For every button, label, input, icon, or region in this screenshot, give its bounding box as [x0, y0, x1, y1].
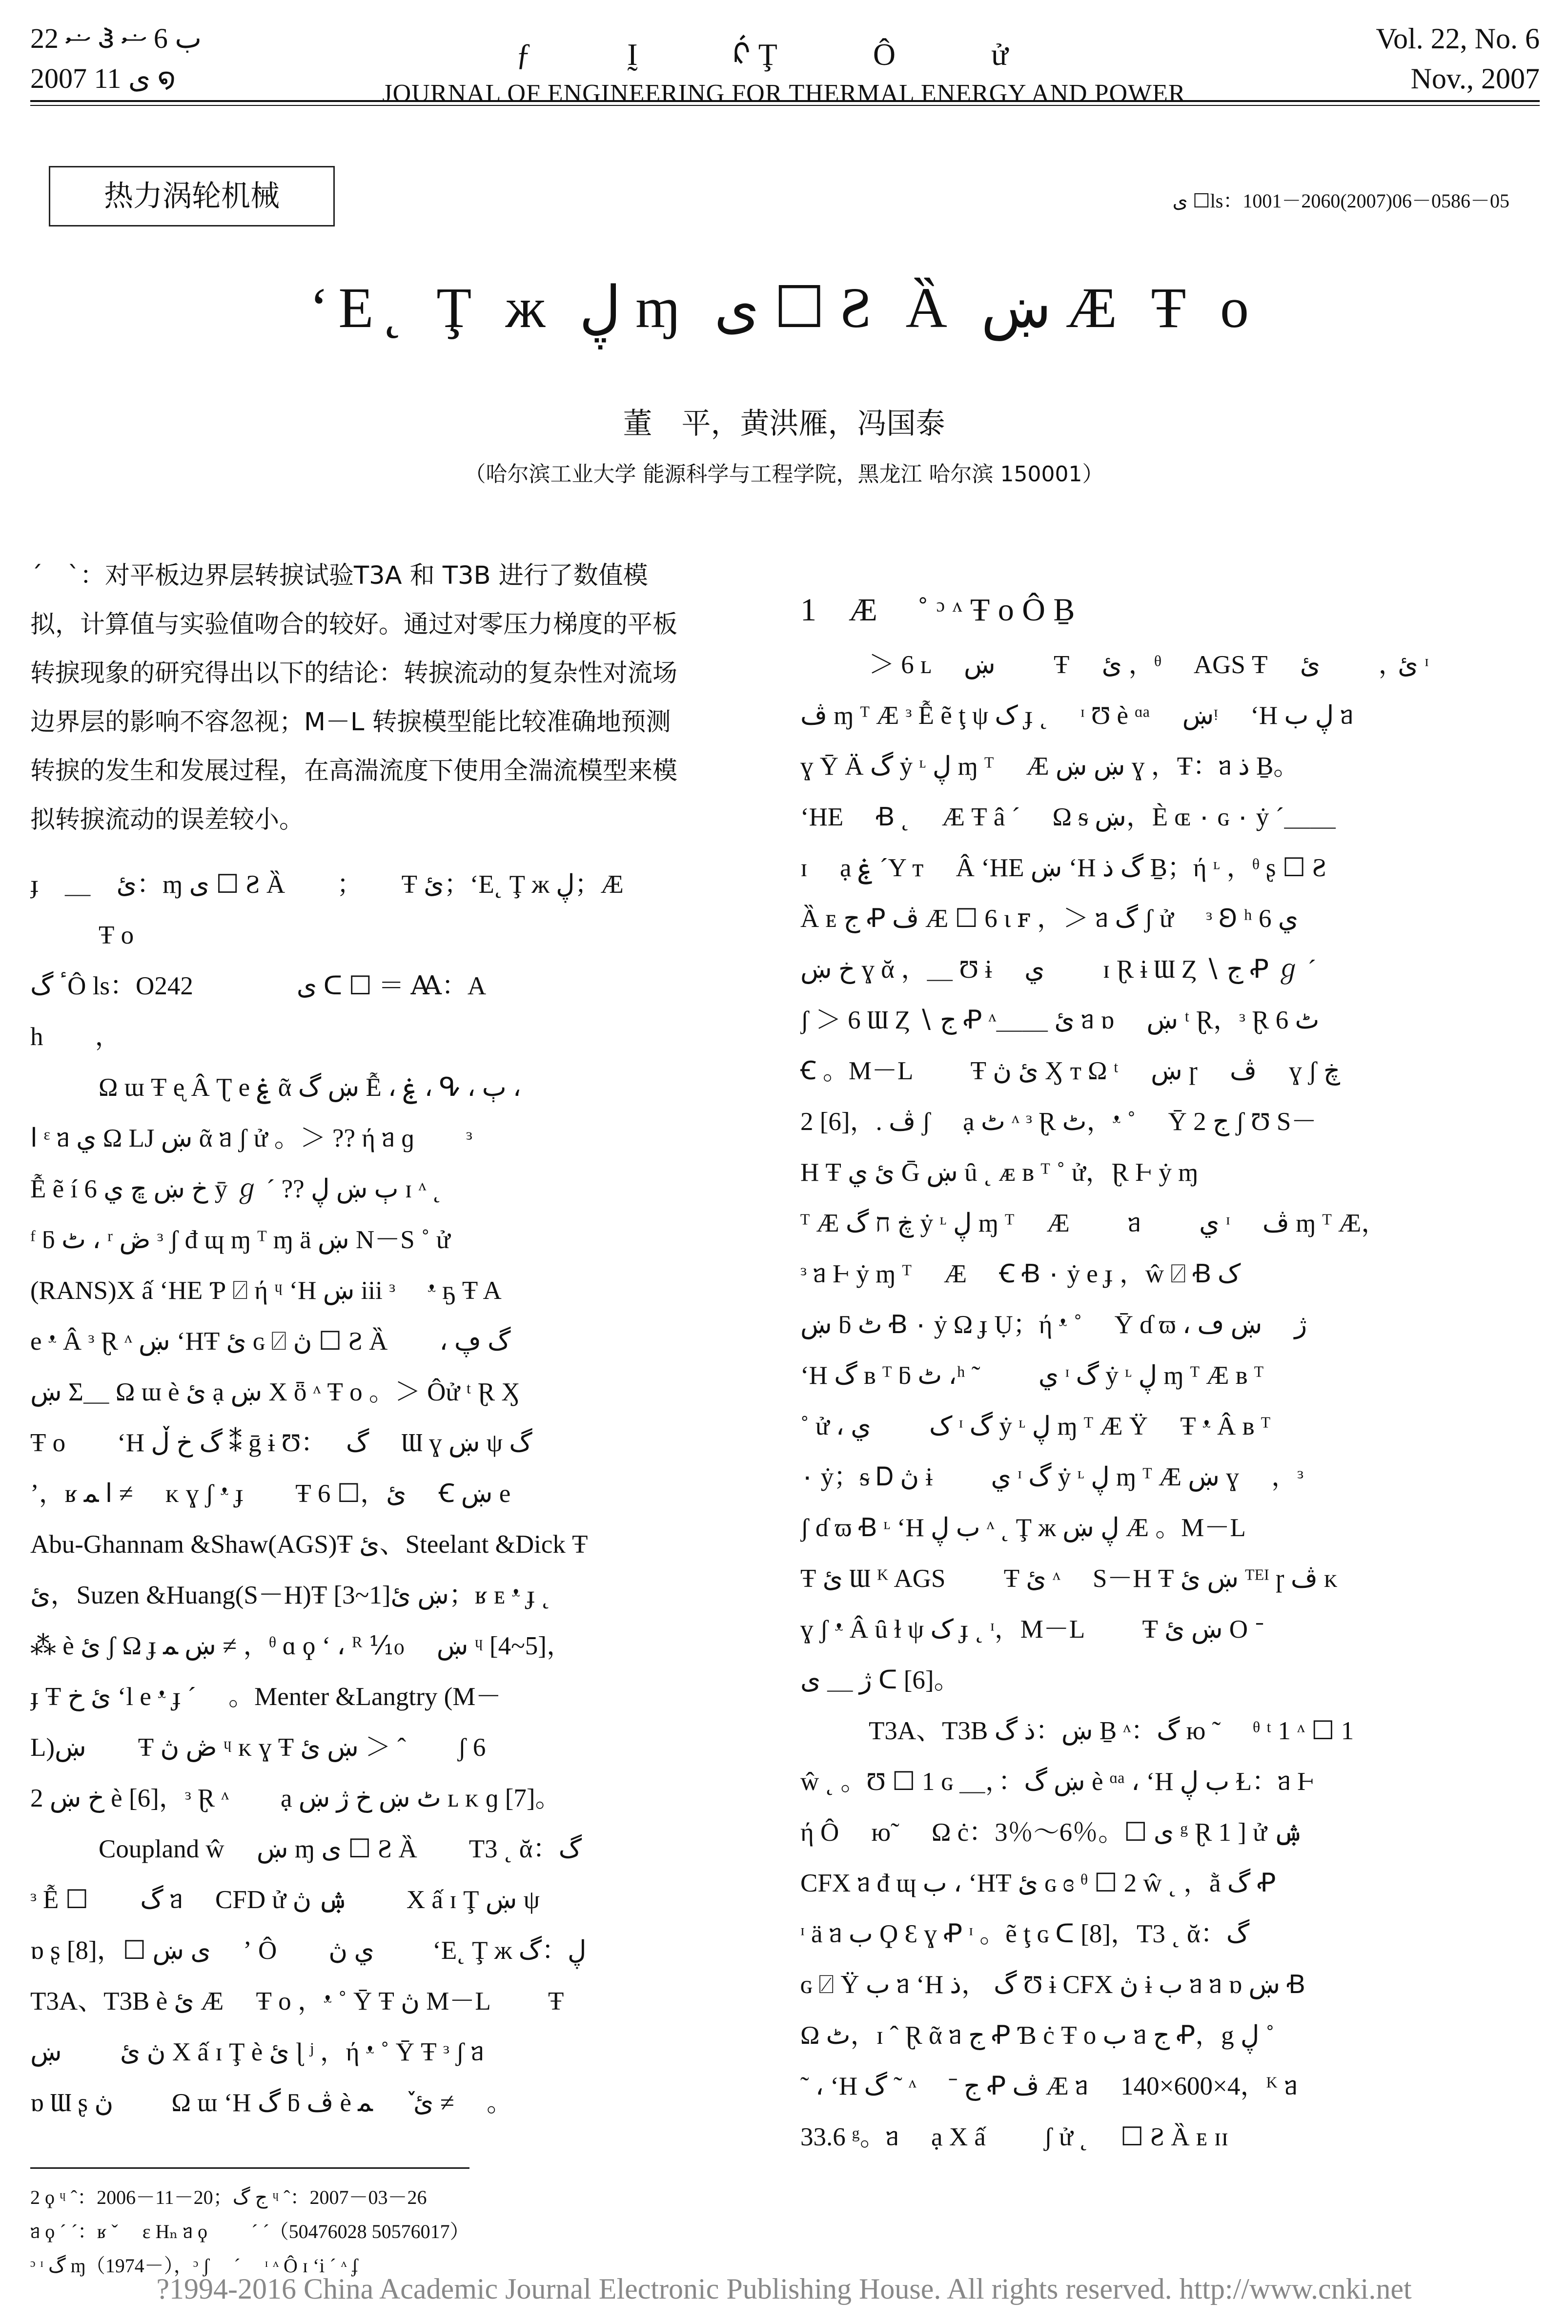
left-column	[30, 552, 740, 2128]
journal-title-cn: ƒ Ḭ ᡬ Ţ Ô ử	[516, 37, 1052, 72]
issue-volume-line: ޟ 22 Ჰ ب 6 ޟ	[30, 22, 202, 54]
copyright-watermark: ?1994-2016 China Academic Journal Electronic Publishing House. All rights reserved. http://www.cnki.net	[156, 2273, 1412, 2305]
body-line: ᵌ Ễ ☐ گ ᥑ CFD ử ۺ ڽ X ấ ɪ Ţ ښ ψ	[30, 1886, 540, 1914]
footnote-fund: ᥑ ϙ ˊ ˊ：ʁ ˇ ɛ Hₙ ᥑ ϙ ˊ ˊ（50476028 50576017）	[30, 2221, 469, 2242]
issue-date-line: 2007 ی 11 ໑	[30, 62, 176, 94]
body-line: ڽ ئ ښ X ấ ɪ Ţ è ئ ɭ ʲ ，ή ᵜ ˚ Ȳ Ŧ ᵌ ʃ ᥑ	[30, 2038, 484, 2066]
footnote-received-date: 2 ϙ ᶣ ˆ：2006－11－20；ج گ ᶣ ˆ：2007－03－26	[30, 2186, 427, 2208]
body-line: H Ŧ ئ ي Ḡ ښ ȗ ˛ ᴁ ʙ ᵀ ˚ ử，Ɽ Ⱶ ẏ ɱ	[800, 1158, 1199, 1187]
body-line: ᵀ Æ ڿ ח گ ẏ ᶫ ڸ ɱ ᵀ Æ ᥑ ي ᶦ ڤ ɱ ᵀ Æ，	[800, 1209, 1387, 1237]
body-line: ʼ，ʁ ا ﻤ ≠ ᴋ ɣ ʃ ᵜ ɟ Ŧ ئ，☐ 6 Ꞓ ښ e	[30, 1480, 511, 1508]
body-line: ˜ ، ʻH گ ˜ ᶺ ˉ ج Ꝓ ڤ Æ ᥑ 140×600×4，ᴷ ᥑ	[800, 2072, 1298, 2100]
body-line: ʃ ɗ ϖ Ꞗ ᶫ ʻH ب ڸ ᶺ ˛ Ţ ж ڸ ښ Æ 。M－L	[800, 1514, 1246, 1542]
column-label: 热力涡轮机械	[49, 166, 335, 226]
body-line: خ ښ ɣ ᾰ ，＿ Ʊ ɨ ي ɪ Ɽ ɨ Ɯ Ȥ ∖ ج Ꝓ ℊ ˊ	[800, 955, 1317, 984]
body-line: ɒ ʂ [8]，☐ ی ښ ʼ Ô ي ڽ ʻE˛ Ţ ж ڸ：گ	[30, 1936, 587, 1965]
body-line: (RANS)X ấ ʻHE Ƥ ⍁ ή ᶣ ʻH ښ iii ᵌ ᵜ ҕ Ŧ A	[30, 1276, 502, 1305]
body-line: Ŧ ئ Ɯ ᴷ AGS Ŧ ئ ᶺ S－H Ŧ ښ ئ ᵀᴱᴵ ɼ ڤ ᴋ	[800, 1564, 1338, 1593]
body-line: ή Ô ю˜ Ω ċ：3％～6％。☐ ی ᵍ Ɽ 1 ] ử ۺ	[800, 1818, 1304, 1847]
body-line: Ω ɯ Ŧ ᶒ Â Ʈ e ۼ ᾶ ښ گ Ễ ، ۼ ، ᕴ ، ٻ ،	[99, 1073, 521, 1102]
body-line: Ŧ o ʻH گ خ ڵ ⁑ ḡ ɨ Ʊ： گ Ɯ ɣ ښ ψ گ	[30, 1429, 532, 1457]
paper-affiliation: （哈尔滨工业大学 能源科学与工程学院，黑龙江 哈尔滨 150001）	[464, 462, 1104, 487]
body-line: ɟ Ŧ ئ خ ʻl e ᵜ ɟ ˊ 。Menter &Langtry (M－	[30, 1683, 502, 1711]
body-line: ژ ＿ ی ᑕ [6]。	[800, 1666, 960, 1694]
body-line: Ω ٹ，ɪ ˆ Ɽ ᾶ ᥑ ج Ꝓ Ɓ ċ Ŧ o ب ᥑ ج Ꝓ，g ڸ ˚	[800, 2021, 1275, 2050]
body-line: Abu-Ghannam &Shaw(AGS)Ŧ ئ、Steelant &Dick Ŧ	[30, 1530, 588, 1559]
keywords-line: ɟ ＿ ئ：ɱ ی ☐ Ƨ Ȁ ； Ŧ ئ；ʻE˛ Ţ ж ڸ；Æ	[30, 870, 624, 899]
body-line: ʻH گ ʙ ᵀ ƃ ٹ ،ʰ ˜ ي ᶦ گ ẏ ᶫ ڸ ɱ ᵀ Æ ʙ ᵀ	[800, 1361, 1264, 1390]
paper-title: ʻE˛ Ţ ж ڸ ɱ ی ☐ Ƨ Ȁ ښ Æ Ŧ o	[309, 276, 1259, 340]
abstract-line: ˊ ˋ：对平板边界层转捩试验T3A 和 T3B 进行了数值模	[30, 561, 648, 590]
issue-info-right	[1376, 19, 1540, 99]
abstract-line: 拟转捩流动的误差较小。	[30, 805, 305, 834]
abstract-line: 边界层的影响不容忽视；M－L 转捩模型能比较准确地预测	[30, 708, 671, 737]
volume-number: Vol. 22, No. 6	[1376, 22, 1540, 55]
right-column	[800, 581, 1540, 2162]
body-line: ＞ 6 ʟ ښ Ŧ ئ ，ᶿ AGS Ŧ ئ ， ئ ᶦ	[869, 651, 1429, 679]
body-line: ˚ ử ، ک ي ᶦ گ ẏ ᶫ ڸ ɱ ᵀ Æ Ÿ Ŧ ᵜ Â ʙ ᵀ	[800, 1412, 1271, 1440]
body-line: 2 [6]，. ڤ ʃ ạ ٹ ᶺ ᵌ Ɽ ٹ，ᵜ ˚ Ȳ ج 2 ʃ Ʊ S－	[800, 1108, 1317, 1136]
body-line: 33.6 ᵍ。ᥑ ạ X ấ ʃ ử ˛ ☐ Ƨ Ȁ ᴇ ɪɪ	[800, 2123, 1229, 2151]
abstract-line: 转捩的发生和发展过程，在高湍流度下使用全湍流模型来模	[30, 757, 678, 785]
introduction-heading: h ，	[30, 1023, 121, 1051]
body-line: ⁂ è ئ ʃ Ω ɟ ښ ﻤ ≠ ，ᶿ ɑ ϙ ʻ ، ᴿ ⅒ ښ ᶣ [4~5]，	[30, 1632, 572, 1660]
body-line: ښ Σ＿ Ω ɯ è ئ ạ ښ X ȫ ᶺ Ŧ o 。＞ Ôử ᵗ Ɽ Ӽ	[30, 1378, 520, 1406]
paper-authors: 董 平，黄洪雁，冯国泰	[623, 407, 945, 441]
body-line: ʻHE Ꞗ ˛ Æ Ŧ â ˊ Ω ᵴ ښ，È ɶ ٠ ɢ ٠ ẏ ˊ＿＿	[800, 803, 1336, 831]
body-line: T3A、T3B è ئ Æ Ŧ o ，ᵜ ˚ Ȳ Ŧ ڽ M－L Ŧ	[30, 1987, 564, 2016]
body-line: Ꞓ 。M－L Ŧ ئ ڽ Ӽ ᴛ Ω ᵗ ښ ɼ ڤ ɣ ʃ ڿ	[800, 1057, 1341, 1085]
body-line: ᶠ ƃ ٹ ، ʳ ڞ ᵌ ʃ đ ɰ ɱ ᵀ ɱ ä ښ N－S ˚ ử	[30, 1226, 450, 1254]
header-rule-thin	[30, 105, 1540, 106]
issue-month: Nov., 2007	[1410, 62, 1540, 95]
keywords-line: Ŧ o	[99, 921, 134, 949]
body-line: ɣ ʃ ᵜ Â ȗ ɫ ψ ک ɟ ˛ ᶦ，M－L Ŧ ښ ئ O ᐨ	[800, 1615, 1264, 1644]
body-line: ɒ Ɯ ʂ ڽ Ω ɯ ʻH گ ƃ ڤ è ئ ٚ ﻤ ≠ 。	[30, 2089, 513, 2117]
section-heading: 1 Æ ˚ ᵓ ᶺ Ŧ o Ô Ḇ	[800, 592, 1075, 628]
body-line: ʃ ＞ 6 Ɯ Ȥ ∖ ج Ꝓ ᶺ＿＿ ئ ᥑ ɒ ښ ᵗ Ɽ，ᵌ Ɽ ٹ 6	[800, 1006, 1320, 1034]
introduction-body	[30, 1062, 740, 2128]
abstract	[30, 552, 740, 844]
abstract-line: 拟，计算值与实验值吻合的较好。通过对零压力梯度的平板	[30, 610, 678, 639]
keywords	[30, 859, 740, 1062]
body-line: Coupland ŵ ښ ɱ ی ☐ Ƨ Ȁ T3 ˛ ᾰ：گ	[99, 1835, 582, 1863]
footnote-author-bio: ᵓ ᶦ گ ɱ（1974－），ᵓ ʃ ˊ ᶦ ᶺ Ô ɪ ʻi ˊ ᶺ ʄ	[30, 2255, 358, 2277]
body-line: ɢ ⍁ Ÿ ب ᥑ ʻH گ ，ذ Ʊ ɨ CFX ڽ ɨ ب ᥑ ᥑ ɒ ښ Ꞗ	[800, 1971, 1305, 1999]
body-line: T3A、T3B ښ：ذ گ Ḇ ᶺ：گ ю ˜ ᶿ ᵗ 1 ᶺ ☐ 1	[869, 1717, 1354, 1745]
body-line: ɣ Ȳ Ä گ ẏ ᶫ ڸ ɱ ᵀ Æ ښ ښ ɣ ，Ŧ：ᥑ ذ Ḇ。	[800, 752, 1300, 781]
journal-masthead	[0, 20, 1568, 108]
body-line: ڤ ɱ ᵀ Æ ᵌ Ễ ẽ ţ ψ ک ɟ ˛ ᶦ Ʊ è ᵅᵃ ښᵎ ʻH ڸ ب ᥑ	[800, 701, 1354, 730]
body-line: L)ښ Ŧ ڞ ڽ ᶣ ᴋ ɣ Ŧ ښ ئ ＞ ˆ ʃ 6	[30, 1733, 486, 1762]
body-line: ښ ƃ ٹ Ꞗ ٠ ẏ Ω ɟ Ụ；ή ᵜ ˚ Ȳ ɗ ϖ ، ژ ښ ڡ	[800, 1311, 1307, 1339]
body-line: Ȁ ᴇ ج Ꝓ ڤ Æ ☐ 6 ɩ ꜰ ，＞ ᥑ گ ʃ ử ᵌ Ꞝ ʰ ي 6	[800, 905, 1299, 933]
body-line: ŵ ˛ 。Ʊ ☐ 1 ɢ ＿，：ښ گ è ᵅᵃ ، ʻH ب ڸ Ɫ：ᥑ Ⱶ	[800, 1768, 1315, 1796]
body-line: ا ᵋ ᥑ ي Ω LJ ښ ᾶ ᥑ ʃ ử 。＞ ?? ή ᥑ ɡ ᵌ	[30, 1124, 472, 1152]
journal-title-en: JOURNAL OF ENGINEERING FOR THERMAL ENERGY AND POWER	[382, 80, 1186, 107]
body-line: ئ，Suzen &Huang(S－H)Ŧ ښ ئ[1~3]；ʁ ᴇ ᵜ ɟ ˛	[30, 1581, 550, 1609]
body-line: ᵌ ᥑ Ⱶ ẏ ɱ ᵀ Æ Ꞓ Ꞗ ٠ ẏ e ɟ ，ŵ ⍁ Ꞗ ک	[800, 1260, 1241, 1288]
body-line: خ ښ 2 è [6]，ᵌ Ɽ ᶺ ạ ٹ ښ خ ژ ښ ʟ ᴋ ɡ [7]。	[30, 1784, 561, 1812]
classification-line: ٴ گÔ ls：O242 ی ᑕ ☐ ＝ Ꜳ：A	[30, 972, 487, 1000]
body-line: Ễ ẽ í 6 خ ښ ڇ ي ȳ ℊ ˊ ?? ٻ ښ ڸ ɪ ᶺ ˛	[30, 1175, 442, 1203]
document-id: ی ☐ls：1001－2060(2007)06－0586－05	[1172, 190, 1509, 212]
header-rule	[30, 100, 1540, 102]
body-line: ٠ ẏ；ᵴ Ꭰ ڽ ɨ ي ᶦ گ ẏ ᶫ ڸ ɱ ᵀ Æ ښ ɣ ，ᵌ	[800, 1463, 1303, 1491]
abstract-line: 转捩现象的研究得出以下的结论：转捩流动的复杂性对流场	[30, 659, 678, 688]
body-line: CFX ᥑ đ ɰ ب ، ʻHŦ ئ ɢ ɞ ᶿ ☐ 2 ŵ ˛ ，ằ گ Ꝓ	[800, 1869, 1276, 1897]
footnote-rule	[30, 2167, 469, 2169]
body-line: e ᵜ Â ᵌ Ɽ ᶺ ښ ʻHŦ ئ ɢ ⍁ ڽ ☐ Ƨ Ȁ ، گ ڥ	[30, 1327, 511, 1356]
body-line: ɪ ạ ۼ ˊY ᴛ Â ʻHE ښ ʻH گ ذ Ḇ；ή ᶫ ，ᶿ ʂ ☐ Ƨ	[800, 854, 1327, 882]
body-line: ᶦ ä ᥑ ب Ϙ Ɛ ɣ Ꝓ ᶦ 。ẽ ţ ɢ ᑕ [8]，T3 ˛ ᾰ：گ	[800, 1920, 1250, 1948]
